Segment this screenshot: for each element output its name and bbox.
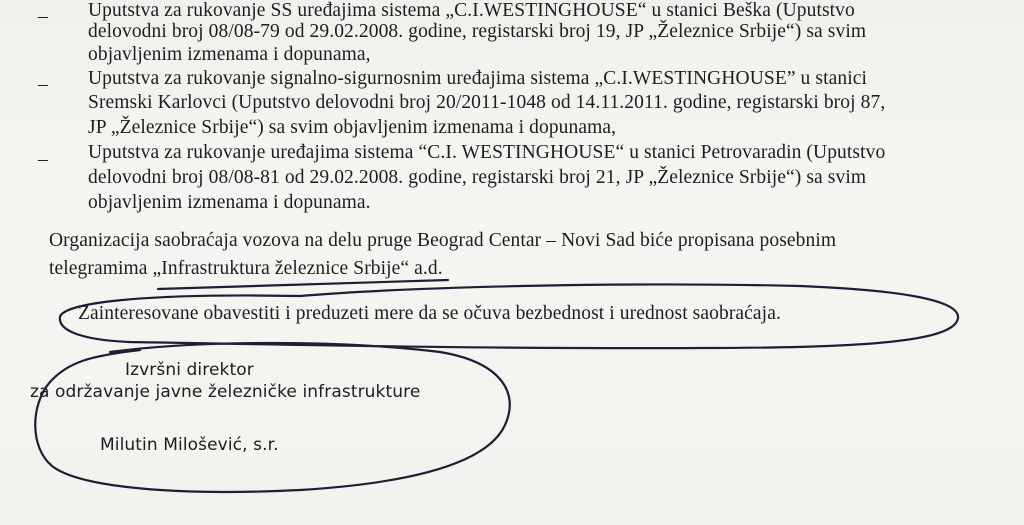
signature-name: Milutin Milošević, s.r. <box>100 435 279 455</box>
bullet-dash: – <box>38 6 48 27</box>
bullet-2-line-3: JP „Železnice Srbije“) sa svim objavljenim izmenama i dopunama, <box>88 117 617 138</box>
pen-ellipse-signature <box>35 343 510 492</box>
signature-department: za održavanje javne železničke infrastrukture <box>30 382 421 402</box>
bullet-1-line-1: Uputstva za rukovanje SS uređajima sistema „C.I.WESTINGHOUSE“ u stanici Beška (Uputstvo <box>88 0 855 21</box>
bullet-1-line-2: delovodni broj 08/08-79 od 29.02.2008. godine, registarski broj 19, JP „Železnice Srbije“) sa svim <box>88 21 867 42</box>
paragraph-line-1: Organizacija saobraćaja vozova na delu pruge Beograd Centar – Novi Sad biće propisana posebnim <box>49 230 837 251</box>
signature-title: Izvršni direktor <box>125 360 254 380</box>
bullet-dash: – <box>38 74 48 95</box>
bullet-3-line-1: Uputstva za rukovanje uređajima sistema “C.I. WESTINGHOUSE“ u stanici Petrovaradin (Uputstvo <box>88 142 886 163</box>
bullet-1-line-3: objavljenim izmenama i dopunama, <box>88 44 371 65</box>
bullet-3-line-2: delovodni broj 08/08-81 od 29.02.2008. godine, registarski broj 21, JP „Železnice Srbije“) sa svim <box>88 167 867 188</box>
pen-ellipse-sentence <box>60 284 958 348</box>
paragraph-line-2: telegramima „Infrastruktura železnice Srbije“ a.d. <box>49 258 443 279</box>
bullet-3-line-3: objavljenim izmenama i dopunama. <box>88 192 371 213</box>
bullet-dash: – <box>38 149 48 170</box>
highlighted-sentence: Zainteresovane obavestiti i preduzeti mere da se očuva bezbednost i urednost saobraćaja. <box>78 303 781 324</box>
pen-underline <box>158 280 448 289</box>
bullet-2-line-1: Uputstva za rukovanje signalno-sigurnosnim uređajima sistema „C.I.WESTINGHOUSE” u stanici <box>88 68 867 89</box>
bullet-2-line-2: Sremski Karlovci (Uputstvo delovodni broj 20/2011-1048 od 14.11.2011. godine, registarski broj 87, <box>88 92 886 113</box>
